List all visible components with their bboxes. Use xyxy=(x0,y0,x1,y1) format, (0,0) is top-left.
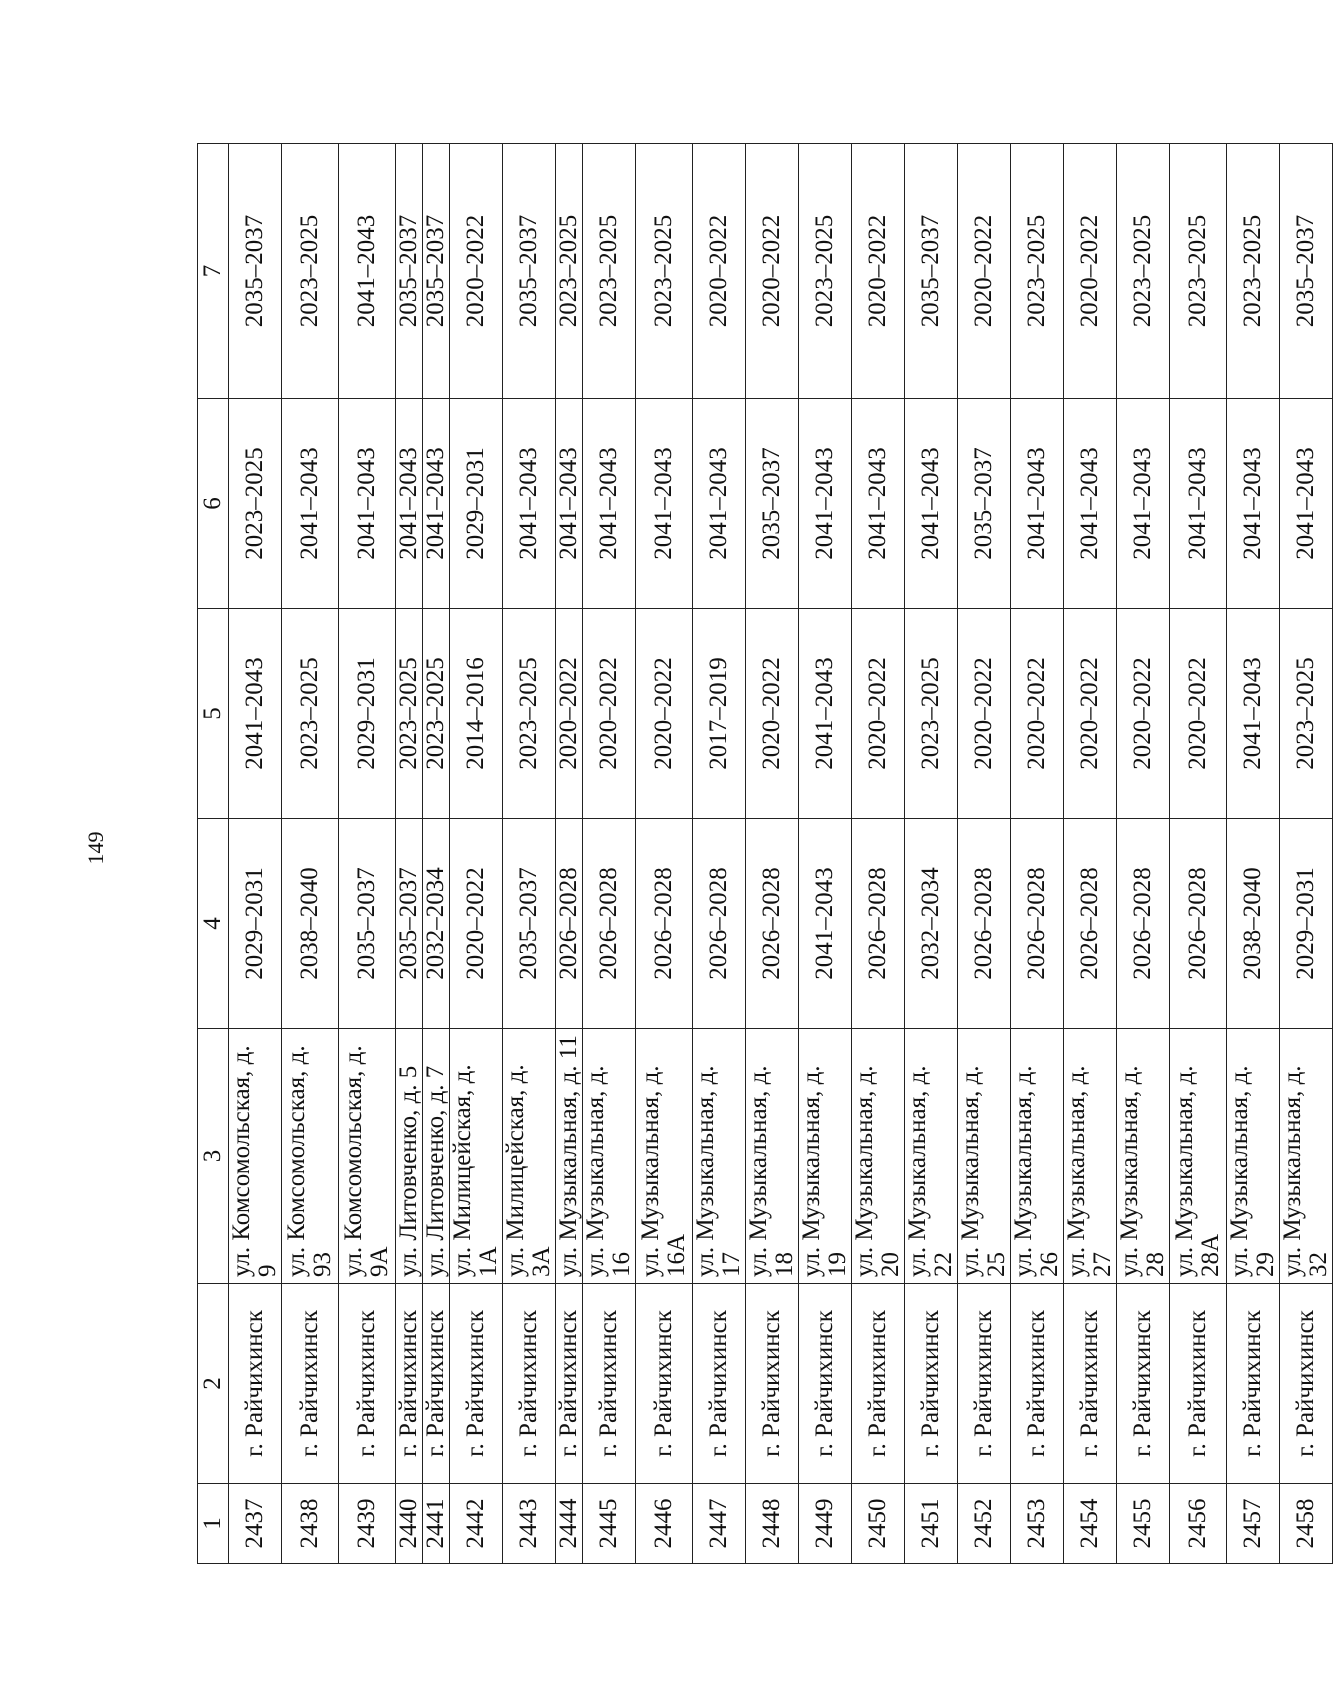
city-cell: г. Райчихинск xyxy=(282,1284,339,1484)
period-col7-cell: 2035–2037 xyxy=(905,144,958,399)
period-col4-cell: 2026–2028 xyxy=(583,819,636,1029)
period-col7-cell: 2023–2025 xyxy=(1117,144,1170,399)
address-cell: ул. Музыкальная, д. 20 xyxy=(852,1029,905,1284)
city-cell: г. Райчихинск xyxy=(339,1284,396,1484)
city-cell: г. Райчихинск xyxy=(693,1284,746,1484)
table-row xyxy=(852,144,905,1564)
period-col5-cell: 2014–2016 xyxy=(450,609,503,819)
city-cell: г. Райчихинск xyxy=(583,1284,636,1484)
period-col5-cell: 2020–2022 xyxy=(852,609,905,819)
row-number: 2448 xyxy=(746,1484,799,1564)
address-cell: ул. Музыкальная, д. 26 xyxy=(1011,1029,1064,1284)
table-row xyxy=(1280,144,1333,1564)
period-col7-cell: 2020–2022 xyxy=(693,144,746,399)
row-number: 2445 xyxy=(583,1484,636,1564)
period-col4-cell: 2026–2028 xyxy=(852,819,905,1029)
period-col6-cell: 2041–2043 xyxy=(1280,399,1333,609)
city-cell: г. Райчихинск xyxy=(799,1284,852,1484)
period-col5-cell: 2041–2043 xyxy=(229,609,282,819)
table-row xyxy=(339,144,396,1564)
period-col6-cell: 2041–2043 xyxy=(556,399,583,609)
period-col7-cell: 2023–2025 xyxy=(583,144,636,399)
period-col5-cell: 2020–2022 xyxy=(1011,609,1064,819)
row-number: 2449 xyxy=(799,1484,852,1564)
address-cell: ул. Музыкальная, д. 19 xyxy=(799,1029,852,1284)
table-row xyxy=(1227,144,1280,1564)
period-col6-cell: 2023–2025 xyxy=(229,399,282,609)
period-col5-cell: 2020–2022 xyxy=(636,609,693,819)
period-col5-cell: 2041–2043 xyxy=(799,609,852,819)
period-col5-cell: 2020–2022 xyxy=(556,609,583,819)
row-number: 2438 xyxy=(282,1484,339,1564)
period-col7-cell: 2023–2025 xyxy=(1170,144,1227,399)
city-cell: г. Райчихинск xyxy=(423,1284,450,1484)
address-cell: ул. Музыкальная, д. 28 xyxy=(1117,1029,1170,1284)
period-col5-cell: 2023–2025 xyxy=(503,609,556,819)
period-col4-cell: 2029–2031 xyxy=(1280,819,1333,1029)
period-col4-cell: 2026–2028 xyxy=(1011,819,1064,1029)
period-col6-cell: 2035–2037 xyxy=(958,399,1011,609)
period-col6-cell: 2029–2031 xyxy=(450,399,503,609)
period-col5-cell: 2023–2025 xyxy=(282,609,339,819)
period-col5-cell: 2023–2025 xyxy=(1280,609,1333,819)
header-cell-4: 4 xyxy=(198,819,229,1029)
period-col7-cell: 2041–2043 xyxy=(339,144,396,399)
table-row xyxy=(396,144,423,1564)
period-col5-cell: 2023–2025 xyxy=(905,609,958,819)
header-cell-6: 6 xyxy=(198,399,229,609)
table-row xyxy=(905,144,958,1564)
row-number: 2444 xyxy=(556,1484,583,1564)
period-col7-cell: 2020–2022 xyxy=(852,144,905,399)
row-number: 2446 xyxy=(636,1484,693,1564)
address-cell: ул. Милицейская, д. 1А xyxy=(450,1029,503,1284)
period-col7-cell: 2035–2037 xyxy=(1280,144,1333,399)
address-cell: ул. Музыкальная, д. 25 xyxy=(958,1029,1011,1284)
period-col5-cell: 2023–2025 xyxy=(423,609,450,819)
period-col7-cell: 2023–2025 xyxy=(636,144,693,399)
period-col6-cell: 2041–2043 xyxy=(1064,399,1117,609)
row-number: 2441 xyxy=(423,1484,450,1564)
period-col6-cell: 2041–2043 xyxy=(1011,399,1064,609)
address-cell: ул. Литовченко, д. 5 xyxy=(396,1029,423,1284)
city-cell: г. Райчихинск xyxy=(636,1284,693,1484)
row-number: 2443 xyxy=(503,1484,556,1564)
period-col4-cell: 2026–2028 xyxy=(636,819,693,1029)
period-col7-cell: 2020–2022 xyxy=(450,144,503,399)
period-col4-cell: 2026–2028 xyxy=(693,819,746,1029)
city-cell: г. Райчихинск xyxy=(905,1284,958,1484)
period-col6-cell: 2041–2043 xyxy=(282,399,339,609)
period-col4-cell: 2032–2034 xyxy=(905,819,958,1029)
period-col6-cell: 2041–2043 xyxy=(339,399,396,609)
period-col6-cell: 2041–2043 xyxy=(636,399,693,609)
period-col6-cell: 2041–2043 xyxy=(905,399,958,609)
period-col6-cell: 2035–2037 xyxy=(746,399,799,609)
address-cell: ул. Литовченко, д. 7 xyxy=(423,1029,450,1284)
header-cell-2: 2 xyxy=(198,1284,229,1484)
row-number: 2455 xyxy=(1117,1484,1170,1564)
city-cell: г. Райчихинск xyxy=(229,1284,282,1484)
period-col5-cell: 2041–2043 xyxy=(1227,609,1280,819)
period-col4-cell: 2026–2028 xyxy=(746,819,799,1029)
city-cell: г. Райчихинск xyxy=(852,1284,905,1484)
table-row xyxy=(799,144,852,1564)
period-col5-cell: 2020–2022 xyxy=(583,609,636,819)
table-row xyxy=(693,144,746,1564)
period-col6-cell: 2041–2043 xyxy=(1170,399,1227,609)
period-col5-cell: 2020–2022 xyxy=(1117,609,1170,819)
table-row xyxy=(503,144,556,1564)
city-cell: г. Райчихинск xyxy=(1117,1284,1170,1484)
period-col6-cell: 2041–2043 xyxy=(1227,399,1280,609)
period-col7-cell: 2035–2037 xyxy=(423,144,450,399)
row-number: 2439 xyxy=(339,1484,396,1564)
period-col4-cell: 2026–2028 xyxy=(1170,819,1227,1029)
period-col6-cell: 2041–2043 xyxy=(852,399,905,609)
address-cell: ул. Музыкальная, д. 11 xyxy=(556,1029,583,1284)
city-cell: г. Райчихинск xyxy=(1280,1284,1333,1484)
period-col6-cell: 2041–2043 xyxy=(503,399,556,609)
table-row xyxy=(583,144,636,1564)
period-col4-cell: 2026–2028 xyxy=(1117,819,1170,1029)
row-number: 2450 xyxy=(852,1484,905,1564)
period-col4-cell: 2038–2040 xyxy=(1227,819,1280,1029)
period-col7-cell: 2023–2025 xyxy=(282,144,339,399)
data-table xyxy=(197,143,1333,1564)
city-cell: г. Райчихинск xyxy=(1064,1284,1117,1484)
row-number: 2458 xyxy=(1280,1484,1333,1564)
address-cell: ул. Музыкальная, д. 22 xyxy=(905,1029,958,1284)
period-col7-cell: 2035–2037 xyxy=(503,144,556,399)
period-col4-cell: 2035–2037 xyxy=(503,819,556,1029)
row-number: 2437 xyxy=(229,1484,282,1564)
table-container xyxy=(197,144,1332,1564)
city-cell: г. Райчихинск xyxy=(503,1284,556,1484)
page-number: 149 xyxy=(83,831,108,865)
period-col4-cell: 2026–2028 xyxy=(958,819,1011,1029)
period-col7-cell: 2020–2022 xyxy=(746,144,799,399)
period-col5-cell: 2023–2025 xyxy=(396,609,423,819)
table-row xyxy=(958,144,1011,1564)
row-number: 2442 xyxy=(450,1484,503,1564)
city-cell: г. Райчихинск xyxy=(396,1284,423,1484)
row-number: 2451 xyxy=(905,1484,958,1564)
address-cell: ул. Музыкальная, д. 16А xyxy=(636,1029,693,1284)
period-col6-cell: 2041–2043 xyxy=(693,399,746,609)
city-cell: г. Райчихинск xyxy=(556,1284,583,1484)
period-col4-cell: 2035–2037 xyxy=(339,819,396,1029)
period-col7-cell: 2035–2037 xyxy=(396,144,423,399)
period-col5-cell: 2020–2022 xyxy=(1064,609,1117,819)
header-cell-7: 7 xyxy=(198,144,229,399)
period-col7-cell: 2020–2022 xyxy=(1064,144,1117,399)
period-col5-cell: 2029–2031 xyxy=(339,609,396,819)
city-cell: г. Райчихинск xyxy=(1011,1284,1064,1484)
period-col7-cell: 2023–2025 xyxy=(556,144,583,399)
table-row xyxy=(746,144,799,1564)
city-cell: г. Райчихинск xyxy=(1227,1284,1280,1484)
period-col5-cell: 2020–2022 xyxy=(746,609,799,819)
row-number: 2447 xyxy=(693,1484,746,1564)
period-col4-cell: 2020–2022 xyxy=(450,819,503,1029)
period-col7-cell: 2023–2025 xyxy=(1011,144,1064,399)
period-col6-cell: 2041–2043 xyxy=(1117,399,1170,609)
city-cell: г. Райчихинск xyxy=(1170,1284,1227,1484)
period-col6-cell: 2041–2043 xyxy=(799,399,852,609)
row-number: 2452 xyxy=(958,1484,1011,1564)
address-cell: ул. Музыкальная, д. 27 xyxy=(1064,1029,1117,1284)
table-row xyxy=(1117,144,1170,1564)
period-col4-cell: 2032–2034 xyxy=(423,819,450,1029)
period-col6-cell: 2041–2043 xyxy=(396,399,423,609)
period-col7-cell: 2023–2025 xyxy=(799,144,852,399)
period-col5-cell: 2020–2022 xyxy=(1170,609,1227,819)
address-cell: ул. Комсомольская, д. 9 xyxy=(229,1029,282,1284)
address-cell: ул. Комсомольская, д. 9А xyxy=(339,1029,396,1284)
period-col5-cell: 2017–2019 xyxy=(693,609,746,819)
period-col4-cell: 2041–2043 xyxy=(799,819,852,1029)
period-col7-cell: 2035–2037 xyxy=(229,144,282,399)
address-cell: ул. Музыкальная, д. 32 xyxy=(1280,1029,1333,1284)
header-cell-5: 5 xyxy=(198,609,229,819)
period-col4-cell: 2026–2028 xyxy=(1064,819,1117,1029)
table-row xyxy=(450,144,503,1564)
city-cell: г. Райчихинск xyxy=(450,1284,503,1484)
row-number: 2456 xyxy=(1170,1484,1227,1564)
table-header-row xyxy=(198,144,229,1564)
period-col7-cell: 2023–2025 xyxy=(1227,144,1280,399)
table-row xyxy=(1170,144,1227,1564)
table-row xyxy=(282,144,339,1564)
period-col5-cell: 2020–2022 xyxy=(958,609,1011,819)
period-col4-cell: 2026–2028 xyxy=(556,819,583,1029)
row-number: 2440 xyxy=(396,1484,423,1564)
table-row xyxy=(423,144,450,1564)
table-body xyxy=(229,144,1333,1564)
row-number: 2454 xyxy=(1064,1484,1117,1564)
address-cell: ул. Милицейская, д. 3А xyxy=(503,1029,556,1284)
table-row xyxy=(636,144,693,1564)
header-cell-1: 1 xyxy=(198,1484,229,1564)
header-cell-3: 3 xyxy=(198,1029,229,1284)
row-number: 2453 xyxy=(1011,1484,1064,1564)
row-number: 2457 xyxy=(1227,1484,1280,1564)
period-col6-cell: 2041–2043 xyxy=(423,399,450,609)
address-cell: ул. Музыкальная, д. 28А xyxy=(1170,1029,1227,1284)
address-cell: ул. Музыкальная, д. 16 xyxy=(583,1029,636,1284)
period-col4-cell: 2035–2037 xyxy=(396,819,423,1029)
period-col4-cell: 2038–2040 xyxy=(282,819,339,1029)
city-cell: г. Райчихинск xyxy=(958,1284,1011,1484)
city-cell: г. Райчихинск xyxy=(746,1284,799,1484)
table-row xyxy=(229,144,282,1564)
address-cell: ул. Музыкальная, д. 18 xyxy=(746,1029,799,1284)
address-cell: ул. Музыкальная, д. 17 xyxy=(693,1029,746,1284)
address-cell: ул. Комсомольская, д. 93 xyxy=(282,1029,339,1284)
address-cell: ул. Музыкальная, д. 29 xyxy=(1227,1029,1280,1284)
period-col6-cell: 2041–2043 xyxy=(583,399,636,609)
table-row xyxy=(1064,144,1117,1564)
table-row xyxy=(556,144,583,1564)
period-col4-cell: 2029–2031 xyxy=(229,819,282,1029)
period-col7-cell: 2020–2022 xyxy=(958,144,1011,399)
table-row xyxy=(1011,144,1064,1564)
